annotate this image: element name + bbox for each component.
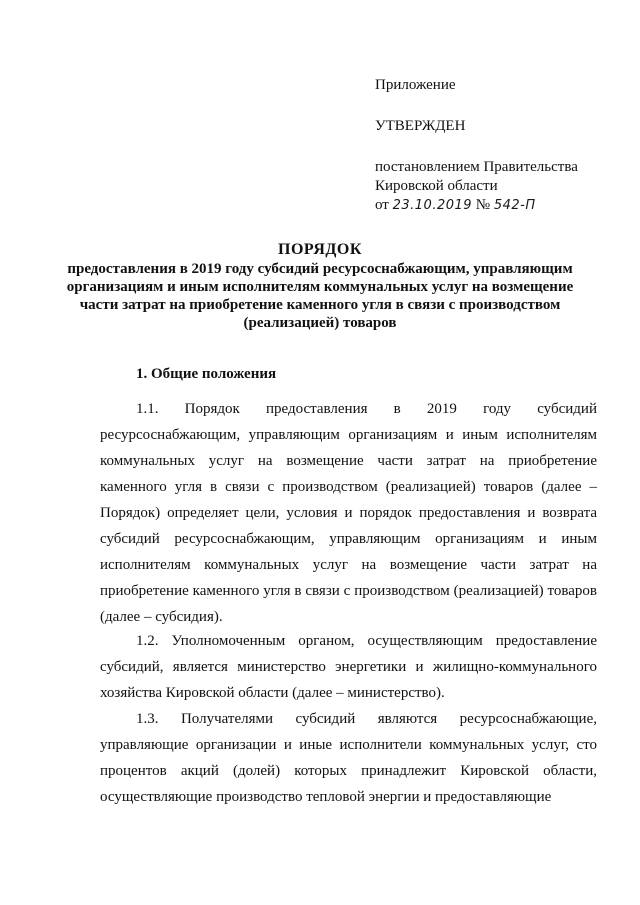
date-prefix: от	[375, 197, 389, 213]
paragraph-1-1: 1.1. Порядок предоставления в 2019 году субсидий ресурсоснабжающим, управляющим организациям и иным исполнителям коммунальных услуг на возмещение части затрат на приобретение каменного угля в связи с производством (реализацией) товаров (далее – Порядок) определяет цели, условия и порядок предоставления и возврата субсидий ресурсоснабжающим, управляющим организациям и иным исполнителям коммунальных услуг на возмещение части затрат на приобретение каменного угля в связи с производством (реализацией) товаров (далее – субсидия).	[100, 401, 597, 625]
paragraph-1-3: 1.3. Получателями субсидий являются ресурсоснабжающие, управляющие организации и иные исполнители коммунальных услуг, сто процентов акций (долей) которых принадлежит Кировской области, осуществляющие производство тепловой энергии и предоставляющие	[100, 711, 597, 805]
decree-line-2: Кировской области	[375, 178, 498, 194]
section-heading: 1. Общие положения	[136, 366, 277, 382]
approved-label: УТВЕРЖДЕН	[375, 118, 466, 134]
number-prefix: №	[475, 197, 491, 213]
appendix-label: Приложение	[375, 77, 456, 93]
handwritten-number: 542-П	[493, 198, 536, 213]
approval-stamp-block	[375, 76, 615, 215]
paragraph-1-2: 1.2. Уполномоченным органом, осуществляющим предоставление субсидий, является министерство энергетики и жилищно-коммунального хозяйства Кировской области (далее – министерство).	[100, 633, 597, 701]
document-title-block	[60, 240, 580, 332]
document-title: ПОРЯДОК	[278, 241, 362, 258]
document-subtitle: предоставления в 2019 году субсидий ресурсоснабжающим, управляющим организациям и иным исполнителям коммунальных услуг на возмещение части затрат на приобретение каменного угля в связи с производством (реализацией) товаров	[66, 261, 574, 331]
decree-date-number-line	[375, 196, 615, 215]
handwritten-date: 23.10.2019	[392, 198, 473, 213]
decree-line-1: постановлением Правительства	[375, 159, 578, 175]
